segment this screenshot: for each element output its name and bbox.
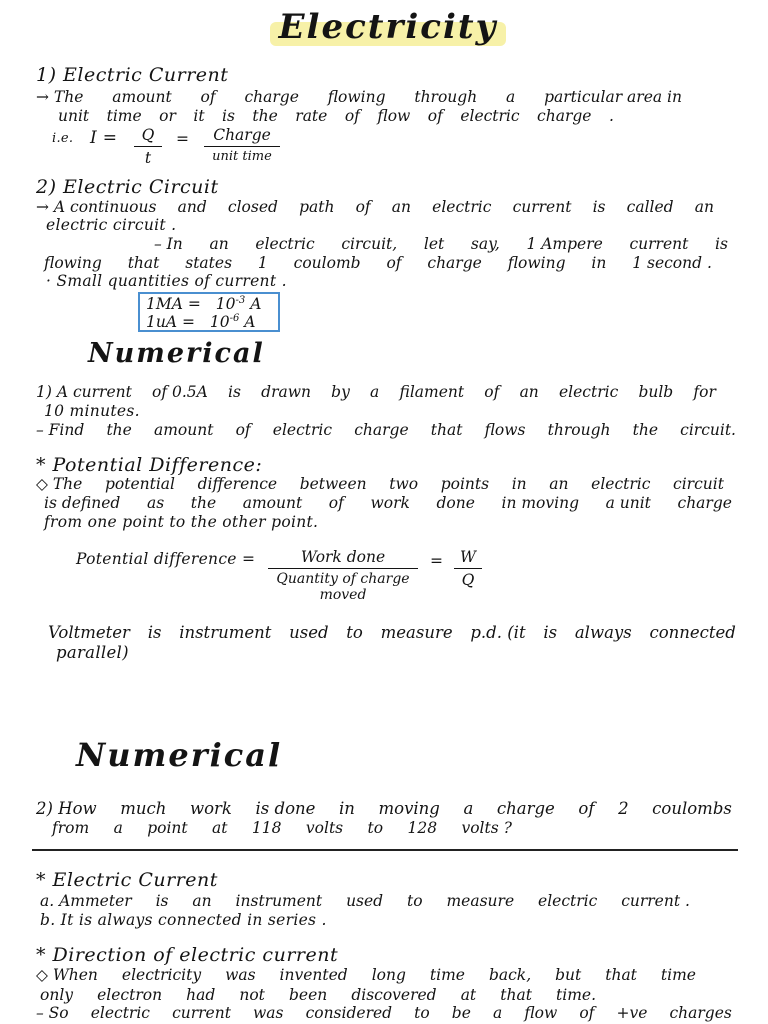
word: it	[193, 107, 205, 125]
word: difference	[197, 475, 278, 493]
word: ◇ When	[36, 966, 98, 984]
word: an	[192, 892, 212, 910]
title-block	[268, 2, 508, 52]
unit-symbol: A	[239, 313, 256, 332]
word: been	[288, 986, 328, 1004]
word: let	[423, 235, 445, 253]
numerator: Charge	[204, 126, 280, 147]
word: the	[106, 421, 132, 439]
word: point	[147, 819, 188, 837]
numerator: Q	[134, 126, 162, 147]
word: an	[694, 198, 714, 216]
word: an	[209, 235, 229, 253]
page-title: Electricity	[278, 7, 498, 47]
text-line: · Small quantities of current .	[46, 272, 287, 290]
word: in	[511, 475, 527, 493]
word: electric	[591, 475, 651, 493]
word: rate	[295, 107, 328, 125]
word: for	[693, 383, 716, 401]
text-line	[58, 107, 614, 125]
word: .	[608, 107, 614, 125]
word: not	[239, 986, 265, 1004]
unit-exponent: -3	[235, 295, 246, 306]
denominator: Quantity of charge	[276, 571, 410, 587]
numerical-heading-1: Numerical	[88, 338, 265, 369]
word: at	[460, 986, 477, 1004]
word: is	[147, 623, 162, 642]
word: to	[367, 819, 384, 837]
word: charge	[427, 254, 482, 272]
pd-formula-label: Potential difference =	[76, 550, 256, 568]
word: – In	[154, 235, 183, 253]
word: of	[386, 254, 402, 272]
unit-lhs: 1MA =	[146, 295, 201, 314]
word: electric	[272, 421, 333, 439]
word: charge	[677, 494, 732, 512]
fraction-q-over-t	[134, 126, 162, 167]
word: be	[451, 1004, 471, 1022]
word: of	[200, 88, 216, 106]
unit-symbol: A	[245, 295, 262, 314]
word: – Find	[36, 421, 85, 439]
word: by	[331, 383, 350, 401]
word: path	[299, 198, 335, 216]
text-line	[52, 819, 512, 837]
word: back,	[488, 966, 532, 984]
word: is defined	[44, 494, 121, 512]
word: the	[252, 107, 278, 125]
word: and	[177, 198, 207, 216]
word: Voltmeter	[48, 623, 130, 642]
word: through	[547, 421, 611, 439]
word: 128	[407, 819, 438, 837]
word: amount	[112, 88, 172, 106]
word: between	[299, 475, 367, 493]
word: say,	[470, 235, 500, 253]
section-heading-electric-current-2: * Electric Current	[36, 869, 218, 891]
word: work	[189, 799, 232, 818]
word: a	[506, 88, 516, 106]
word: connected	[649, 623, 736, 642]
word: 2) How	[36, 799, 97, 818]
word: a	[113, 819, 123, 837]
word: 1 second .	[632, 254, 712, 272]
denominator: unit time	[212, 149, 272, 164]
unit-rhs: 10	[215, 295, 236, 314]
word: an	[549, 475, 569, 493]
word: considered	[305, 1004, 393, 1022]
word: ◇ The	[36, 475, 83, 493]
word: done	[436, 494, 475, 512]
word: potential	[104, 475, 175, 493]
word: to	[407, 892, 423, 910]
unit-row-ma	[146, 295, 261, 313]
denominator: Q	[461, 571, 475, 589]
word: current	[172, 1004, 231, 1022]
text-line	[36, 1004, 732, 1022]
word: volts ?	[461, 819, 512, 837]
word: two	[389, 475, 419, 493]
word: measure	[380, 623, 453, 642]
word: a	[463, 799, 474, 818]
text-line	[40, 986, 596, 1004]
word: 1	[257, 254, 268, 272]
fraction-w-over-q	[454, 548, 482, 589]
word: electron	[97, 986, 163, 1004]
word: at	[212, 819, 228, 837]
word: circuit	[673, 475, 724, 493]
word: of	[328, 494, 344, 512]
word: long	[371, 966, 406, 984]
word: current	[512, 198, 572, 216]
word: flow	[377, 107, 411, 125]
text-line: electric circuit .	[46, 216, 177, 234]
word: that	[605, 966, 637, 984]
word: 1 Ampere	[526, 235, 603, 253]
word: from	[52, 819, 90, 837]
unit-exponent: -6	[229, 313, 240, 324]
unit-row-ua	[146, 313, 256, 331]
word: flow	[524, 1004, 558, 1022]
word: of	[578, 799, 595, 818]
text-line	[36, 421, 736, 439]
word: 118	[251, 819, 282, 837]
unit-lhs: 1uA =	[146, 313, 195, 332]
unit-rhs: 10	[209, 313, 230, 332]
word: in	[591, 254, 607, 272]
section-heading-electric-current: 1) Electric Current	[36, 64, 229, 86]
text-line: b. It is always connected in series .	[40, 911, 327, 929]
divider	[32, 849, 738, 851]
text-line	[36, 198, 714, 216]
word: invented	[279, 966, 348, 984]
word: of	[484, 383, 500, 401]
word: closed	[227, 198, 278, 216]
formula-lhs: I =	[90, 128, 118, 148]
word: a. Ammeter	[40, 892, 132, 910]
text-line: parallel)	[56, 643, 129, 662]
word: is done	[255, 799, 316, 818]
word: in	[339, 799, 355, 818]
word: states	[185, 254, 233, 272]
word: flowing	[44, 254, 102, 272]
equals-sign: =	[430, 552, 444, 570]
word: of 0.5A	[152, 383, 208, 401]
word: volts	[305, 819, 344, 837]
text-line	[40, 892, 690, 910]
units-box	[138, 292, 280, 332]
word: an	[519, 383, 539, 401]
word: filament	[399, 383, 465, 401]
word: current .	[621, 892, 690, 910]
word: that	[500, 986, 532, 1004]
section-heading-potential-difference: * Potential Difference:	[36, 454, 263, 476]
text-line	[154, 235, 728, 253]
word: p.d. (it	[470, 623, 526, 642]
word: particular area in	[544, 88, 682, 106]
text-line: from one point to the other point.	[44, 513, 319, 531]
word: always	[574, 623, 632, 642]
text-line	[36, 966, 696, 984]
word: had	[186, 986, 216, 1004]
word: charges	[669, 1004, 732, 1022]
word: flowing	[507, 254, 566, 272]
word: of	[427, 107, 443, 125]
word: coulomb	[293, 254, 361, 272]
word: in moving	[501, 494, 579, 512]
word: a	[370, 383, 380, 401]
word: to	[346, 623, 363, 642]
word: but	[555, 966, 582, 984]
word: of	[235, 421, 251, 439]
word: time	[429, 966, 465, 984]
denominator-line-2: moved	[319, 587, 367, 603]
equals-sign: =	[176, 130, 190, 148]
text-line	[36, 475, 724, 493]
word: measure	[446, 892, 515, 910]
word: work	[370, 494, 410, 512]
denominator: t	[144, 149, 152, 167]
word: electric	[460, 107, 520, 125]
word: of	[344, 107, 360, 125]
text-line	[36, 383, 716, 401]
numerical-heading-2: Numerical	[76, 736, 283, 774]
word: is	[228, 383, 241, 401]
word: was	[253, 1004, 284, 1022]
text-line	[48, 623, 736, 642]
word: → The	[36, 88, 84, 106]
word: charge	[354, 421, 409, 439]
word: electric	[432, 198, 492, 216]
word: 1) A current	[36, 383, 132, 401]
word: used	[289, 623, 329, 642]
fraction-charge-over-time	[204, 126, 280, 164]
text-line	[36, 799, 732, 818]
word: was	[225, 966, 256, 984]
text-line: 10 minutes.	[44, 402, 140, 420]
word: to	[414, 1004, 430, 1022]
word: a unit	[605, 494, 651, 512]
word: time	[660, 966, 696, 984]
word: an	[391, 198, 412, 216]
text-line	[36, 88, 682, 106]
word: current	[629, 235, 689, 253]
word: drawn	[261, 383, 311, 401]
word: charge	[537, 107, 592, 125]
fraction-work-over-charge	[268, 548, 418, 603]
word: charge	[244, 88, 299, 106]
word: discovered	[351, 986, 437, 1004]
word: +ve	[616, 1004, 648, 1022]
word: or	[159, 107, 176, 125]
word: → A continuous	[36, 198, 157, 216]
word: unit	[58, 107, 90, 125]
word: electric	[538, 892, 598, 910]
word: the	[190, 494, 217, 512]
word: is	[592, 198, 606, 216]
text-line	[44, 254, 712, 272]
word: moving	[378, 799, 440, 818]
word: 2	[618, 799, 629, 818]
word: instrument	[235, 892, 323, 910]
word: coulombs	[652, 799, 732, 818]
word: electric	[90, 1004, 150, 1022]
word: electric	[255, 235, 315, 253]
word: amount	[242, 494, 303, 512]
word: – So	[36, 1004, 69, 1022]
text-line	[44, 494, 732, 512]
word: flowing	[327, 88, 386, 106]
word: that	[127, 254, 160, 272]
ie-label: i.e.	[52, 131, 74, 146]
word: called	[626, 198, 674, 216]
section-heading-electric-circuit: 2) Electric Circuit	[36, 176, 219, 198]
word: amount	[153, 421, 214, 439]
word: circuit,	[341, 235, 398, 253]
word: electricity	[121, 966, 202, 984]
word: bulb	[638, 383, 674, 401]
word: points	[440, 475, 490, 493]
word: through	[414, 88, 478, 106]
word: as	[146, 494, 165, 512]
word: of	[579, 1004, 595, 1022]
numerator: W	[454, 548, 482, 569]
word: time	[106, 107, 142, 125]
word: is	[715, 235, 728, 253]
word: is	[155, 892, 169, 910]
word: the	[632, 421, 659, 439]
word: electric	[558, 383, 619, 401]
word: flows	[484, 421, 526, 439]
section-heading-direction: * Direction of electric current	[36, 944, 339, 966]
word: only	[40, 986, 74, 1004]
word: a	[492, 1004, 503, 1022]
word: much	[120, 799, 167, 818]
word: time.	[556, 986, 596, 1004]
word: charge	[496, 799, 555, 818]
word: of	[355, 198, 371, 216]
numerator: Work done	[268, 548, 418, 569]
word: instrument	[179, 623, 272, 642]
word: used	[346, 892, 384, 910]
word: is	[222, 107, 235, 125]
word: circuit.	[680, 421, 736, 439]
word: is	[543, 623, 558, 642]
word: that	[430, 421, 463, 439]
